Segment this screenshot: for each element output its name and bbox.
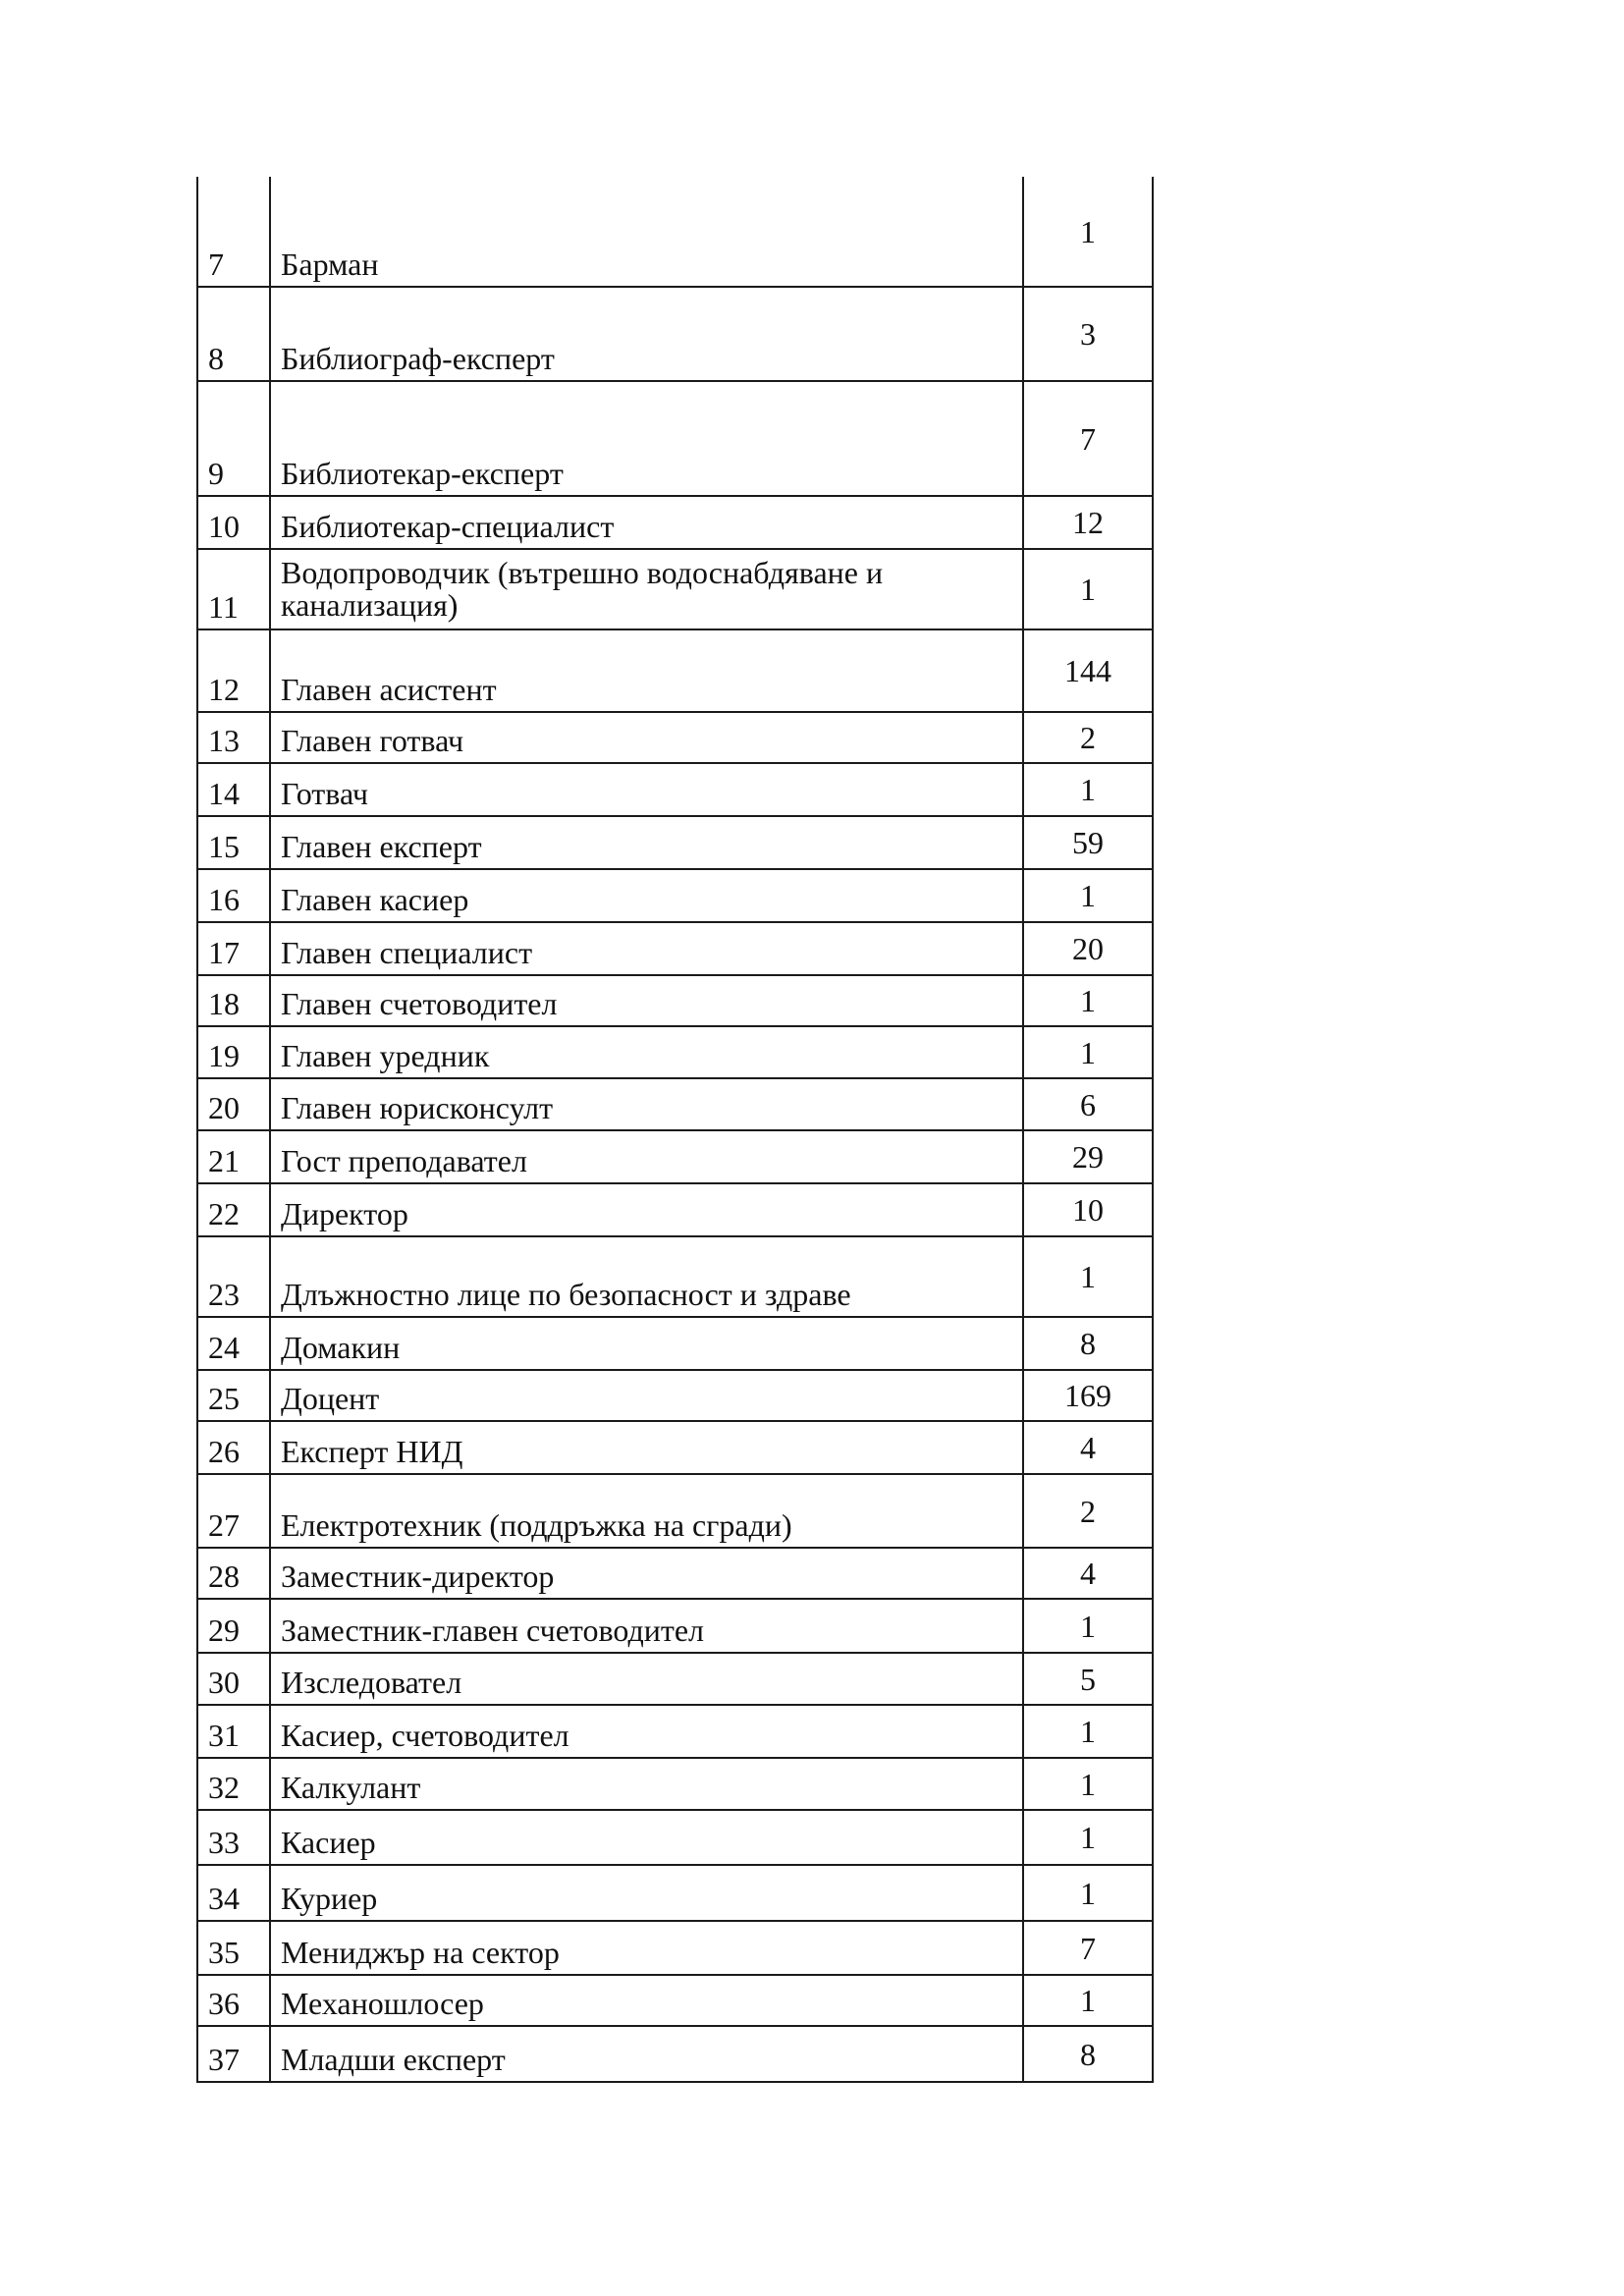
position-name: Водопроводчик (вътрешно водоснабдяване и канализация): [270, 549, 1023, 629]
table-row: [197, 869, 1153, 922]
table-row: [197, 1370, 1153, 1421]
row-number: 12: [197, 629, 270, 712]
row-number: 35: [197, 1921, 270, 1975]
row-number: 31: [197, 1705, 270, 1758]
position-count: 1: [1023, 1758, 1153, 1810]
position-name: Младши експерт: [270, 2026, 1023, 2082]
position-count: 20: [1023, 922, 1153, 975]
position-count: 1: [1023, 763, 1153, 816]
table-row: [197, 1865, 1153, 1921]
position-count: 1: [1023, 1810, 1153, 1865]
position-name: Домакин: [270, 1317, 1023, 1370]
position-count: 4: [1023, 1421, 1153, 1474]
table-row: [197, 381, 1153, 496]
position-count: 59: [1023, 816, 1153, 869]
row-number: 29: [197, 1599, 270, 1653]
position-name: Механошлосер: [270, 1975, 1023, 2026]
position-count: 10: [1023, 1183, 1153, 1236]
position-name: Главен специалист: [270, 922, 1023, 975]
position-name: Мениджър на сектор: [270, 1921, 1023, 1975]
position-name: Експерт НИД: [270, 1421, 1023, 1474]
position-name: Изследовател: [270, 1653, 1023, 1705]
position-name: Касиер, счетоводител: [270, 1705, 1023, 1758]
position-count: 7: [1023, 381, 1153, 496]
table-row: [197, 1921, 1153, 1975]
row-number: 7: [197, 177, 270, 287]
position-name: Гост преподавател: [270, 1130, 1023, 1183]
table-row: [197, 1236, 1153, 1317]
position-count: 8: [1023, 1317, 1153, 1370]
position-count: 1: [1023, 1975, 1153, 2026]
position-count: 3: [1023, 287, 1153, 381]
staff-positions-table: [196, 177, 1154, 2083]
row-number: 14: [197, 763, 270, 816]
table-row: [197, 1810, 1153, 1865]
row-number: 33: [197, 1810, 270, 1865]
row-number: 37: [197, 2026, 270, 2082]
row-number: 19: [197, 1026, 270, 1078]
row-number: 36: [197, 1975, 270, 2026]
table-row: [197, 1548, 1153, 1599]
position-name: Главен юрисконсулт: [270, 1078, 1023, 1130]
position-count: 8: [1023, 2026, 1153, 2082]
row-number: 21: [197, 1130, 270, 1183]
table-row: [197, 712, 1153, 763]
row-number: 15: [197, 816, 270, 869]
table-row: [197, 1599, 1153, 1653]
row-number: 27: [197, 1474, 270, 1548]
table-row: [197, 1421, 1153, 1474]
row-number: 18: [197, 975, 270, 1026]
table-row: [197, 1130, 1153, 1183]
table-row: [197, 975, 1153, 1026]
position-name: Библиотекар-специалист: [270, 496, 1023, 549]
position-count: 1: [1023, 869, 1153, 922]
position-count: 6: [1023, 1078, 1153, 1130]
position-count: 7: [1023, 1921, 1153, 1975]
position-name: Директор: [270, 1183, 1023, 1236]
position-name: Заместник-директор: [270, 1548, 1023, 1599]
row-number: 24: [197, 1317, 270, 1370]
position-name: Библиограф-експерт: [270, 287, 1023, 381]
table-row: [197, 1705, 1153, 1758]
position-name: Главен асистент: [270, 629, 1023, 712]
table-row: [197, 922, 1153, 975]
table-row: [197, 1317, 1153, 1370]
table-row: [197, 1758, 1153, 1810]
position-name: Касиер: [270, 1810, 1023, 1865]
table-row: [197, 177, 1153, 287]
position-name: Заместник-главен счетоводител: [270, 1599, 1023, 1653]
position-name: Главен готвач: [270, 712, 1023, 763]
table-row: [197, 287, 1153, 381]
position-count: 144: [1023, 629, 1153, 712]
row-number: 30: [197, 1653, 270, 1705]
position-name: Главен касиер: [270, 869, 1023, 922]
table-row: [197, 549, 1153, 629]
position-count: 1: [1023, 549, 1153, 629]
row-number: 13: [197, 712, 270, 763]
position-count: 2: [1023, 1474, 1153, 1548]
table-row: [197, 1474, 1153, 1548]
position-count: 1: [1023, 177, 1153, 287]
position-name: Калкулант: [270, 1758, 1023, 1810]
table-row: [197, 816, 1153, 869]
position-count: 1: [1023, 1026, 1153, 1078]
position-name: Главен уредник: [270, 1026, 1023, 1078]
row-number: 20: [197, 1078, 270, 1130]
table-row: [197, 1183, 1153, 1236]
row-number: 10: [197, 496, 270, 549]
row-number: 17: [197, 922, 270, 975]
position-name: Библиотекар-експерт: [270, 381, 1023, 496]
row-number: 9: [197, 381, 270, 496]
position-count: 1: [1023, 1865, 1153, 1921]
position-name: Куриер: [270, 1865, 1023, 1921]
position-name: Готвач: [270, 763, 1023, 816]
row-number: 16: [197, 869, 270, 922]
row-number: 23: [197, 1236, 270, 1317]
table-row: [197, 496, 1153, 549]
table-row: [197, 2026, 1153, 2082]
position-name: Доцент: [270, 1370, 1023, 1421]
position-count: 1: [1023, 1705, 1153, 1758]
position-count: 1: [1023, 1599, 1153, 1653]
row-number: 11: [197, 549, 270, 629]
row-number: 25: [197, 1370, 270, 1421]
position-count: 12: [1023, 496, 1153, 549]
row-number: 28: [197, 1548, 270, 1599]
position-count: 1: [1023, 1236, 1153, 1317]
row-number: 22: [197, 1183, 270, 1236]
table-row: [197, 763, 1153, 816]
position-count: 169: [1023, 1370, 1153, 1421]
table-row: [197, 1026, 1153, 1078]
row-number: 26: [197, 1421, 270, 1474]
table-row: [197, 629, 1153, 712]
position-name: Барман: [270, 177, 1023, 287]
position-count: 2: [1023, 712, 1153, 763]
row-number: 34: [197, 1865, 270, 1921]
position-name: Електротехник (поддръжка на сгради): [270, 1474, 1023, 1548]
table-row: [197, 1975, 1153, 2026]
table-row: [197, 1653, 1153, 1705]
position-count: 4: [1023, 1548, 1153, 1599]
position-count: 5: [1023, 1653, 1153, 1705]
position-count: 1: [1023, 975, 1153, 1026]
position-name: Длъжностно лице по безопасност и здраве: [270, 1236, 1023, 1317]
row-number: 8: [197, 287, 270, 381]
position-name: Главен счетоводител: [270, 975, 1023, 1026]
table-row: [197, 1078, 1153, 1130]
row-number: 32: [197, 1758, 270, 1810]
position-name: Главен експерт: [270, 816, 1023, 869]
position-count: 29: [1023, 1130, 1153, 1183]
